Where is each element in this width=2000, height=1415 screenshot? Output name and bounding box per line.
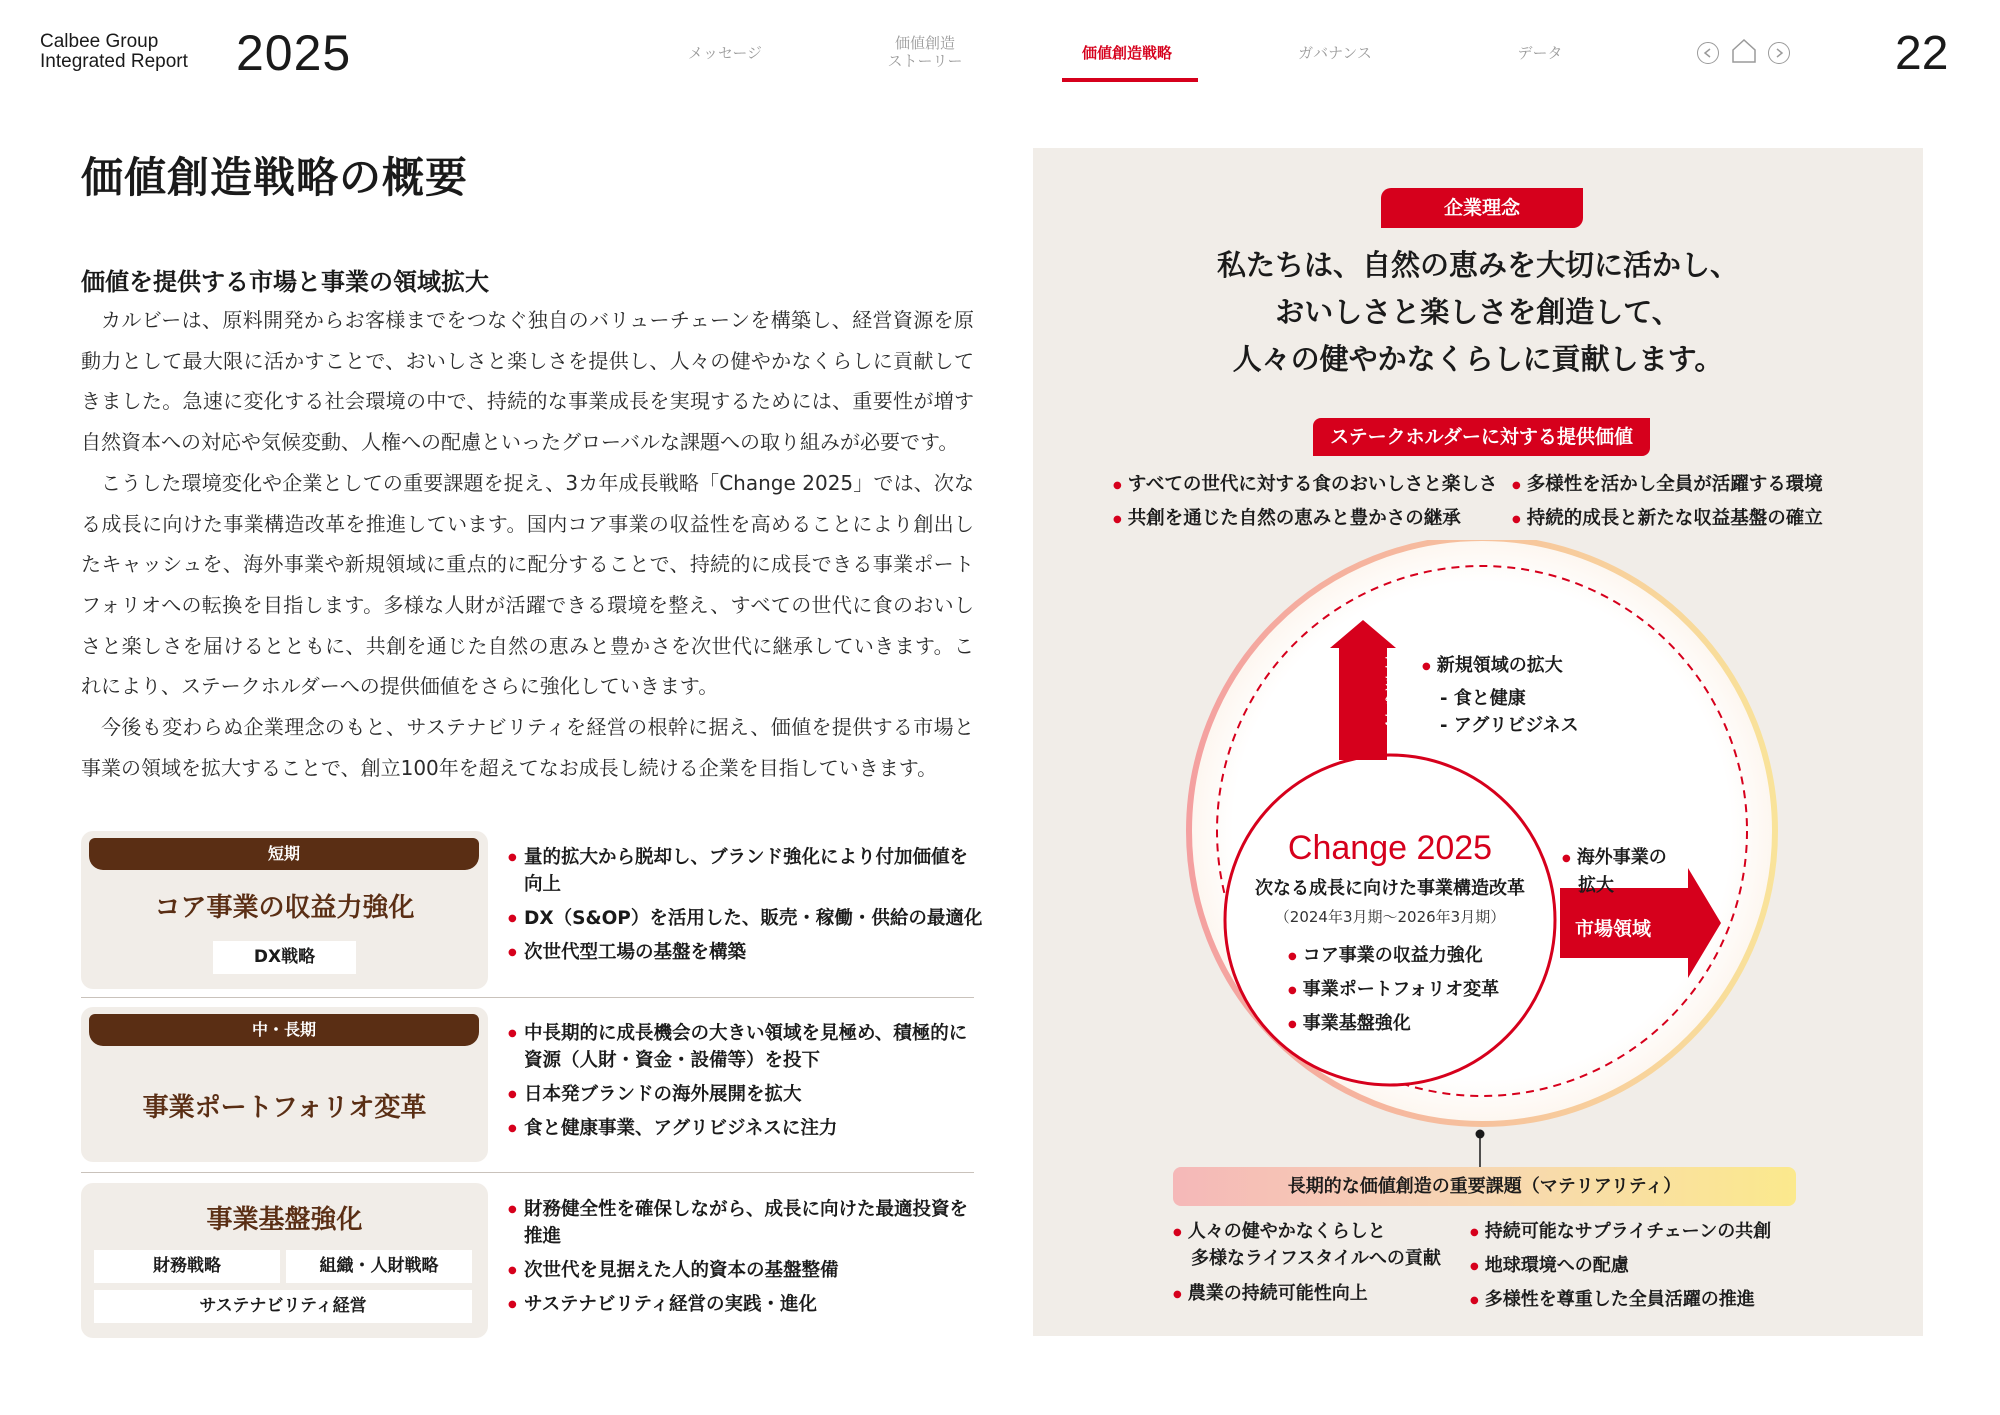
stakeholder-value: ● 持続的成長と新たな収益基盤の確立 xyxy=(1512,504,1823,530)
card-title: コア事業の収益力強化 xyxy=(154,893,415,923)
pill-organization-hr-strategy: 組織・人財戦略 xyxy=(286,1250,472,1283)
nav-tab-value-creation-story[interactable] xyxy=(860,34,990,70)
nav-tab-governance[interactable]: ガバナンス xyxy=(1298,44,1372,62)
stakeholder-value: ● 共創を通じた自然の恵みと豊かさの継承 xyxy=(1113,504,1461,530)
card-title: 事業基盤強化 xyxy=(206,1205,363,1235)
list-item: ● 量的拡大から脱却し、ブランド強化により付加価値を向上 xyxy=(508,844,983,898)
divider xyxy=(81,1172,974,1173)
brand-line2: Integrated Report xyxy=(40,51,188,72)
materiality-item: ● 持続可能なサプライチェーンの共創 xyxy=(1470,1217,1771,1243)
brand-logo[interactable] xyxy=(40,32,188,72)
market-domain-label: 市場領域 xyxy=(1575,918,1652,940)
paragraph: こうした環境変化や企業としての重要課題を捉え、3カ年成長戦略「Change 2025」では、次なる成長に向けた事業構造改革を推進しています。国内コア事業の収益性を高めることにより創出したキャッシュを、海外事業や新規領域に重点的に配分することで、持続的に成長できる事業ポートフォリオへの転換を目指します。多様な人財が活躍できる環境を整え、すべての世代に食のおいしさと楽しさを届けるとともに、共創を通じた自然の恵みと豊かさを次世代に継承していきます。これにより、ステークホルダーへの提供価値をさらに強化していきます。 xyxy=(81,470,974,699)
card-bullets xyxy=(508,844,983,973)
nav-tab-data[interactable]: データ xyxy=(1517,44,1563,62)
card-tab-short-term: 短期 xyxy=(89,838,479,870)
change-2025-title: Change 2025 xyxy=(1287,829,1493,867)
card-bullets xyxy=(508,1020,983,1149)
pill-dx-strategy: DX戦略 xyxy=(213,941,356,974)
overseas-expansion-line2: 拡大 xyxy=(1578,875,1614,896)
change-2025-subtitle: 次なる成長に向けた事業構造改革 xyxy=(1255,878,1525,899)
list-item: ● 次世代を見据えた人的資本の基盤整備 xyxy=(508,1257,983,1284)
brand-line1: Calbee Group xyxy=(40,31,159,52)
list-item: ● 次世代型工場の基盤を構築 xyxy=(508,939,983,966)
list-item: ● 日本発ブランドの海外展開を拡大 xyxy=(508,1081,983,1108)
materiality-item-cont: 多様なライフスタイルへの貢献 xyxy=(1191,1248,1441,1269)
materiality-label: 長期的な価値創造の重要課題（マテリアリティ） xyxy=(1173,1167,1796,1206)
stakeholder-value: ● 多様性を活かし全員が活躍する環境 xyxy=(1512,470,1823,496)
materiality-item: ● 農業の持続可能性向上 xyxy=(1173,1279,1368,1305)
next-arrow-icon[interactable] xyxy=(1768,42,1790,64)
change-item: ● コア事業の収益力強化 xyxy=(1288,941,1483,967)
list-item: ● 財務健全性を確保しながら、成長に向けた最適投資を推進 xyxy=(508,1196,983,1250)
card-tab-mid-long-term: 中・長期 xyxy=(89,1014,479,1046)
paragraph: カルビーは、原料開発からお客様までをつなぐ独自のバリューチェーンを構築し、経営資源を原動力として最大限に活かすことで、おいしさと楽しさを提供し、人々の健やかなくらしに貢献してきました。急速に変化する社会環境の中で、持続的な事業成長を実現するためには、重要性が増す自然資本への対応や気候変動、人権への配慮といったグローバルな課題への取り組みが必要です。 xyxy=(81,308,974,455)
list-item: ● 中長期的に成長機会の大きい領域を見極め、積極的に資源（人財・資金・設備等）を投下 xyxy=(508,1020,983,1074)
list-item: ● 食と健康事業、アグリビジネスに注力 xyxy=(508,1115,983,1142)
page-number: 22 xyxy=(1895,27,1949,80)
materiality-item: ● 多様性を尊重した全員活躍の推進 xyxy=(1470,1285,1755,1311)
change-2025-period: （2024年3月期〜2026年3月期） xyxy=(1274,908,1506,926)
change-item: ● 事業ポートフォリオ変革 xyxy=(1288,975,1499,1001)
card-title: 事業ポートフォリオ変革 xyxy=(142,1093,427,1123)
paragraph: 今後も変わらぬ企業理念のもと、サステナビリティを経営の根幹に据え、価値を提供する市場と事業の領域を拡大することで、創立100年を超えてなお成長し続ける企業を目指していきます。 xyxy=(81,715,974,780)
materiality-item: ● 人々の健やかなくらしと xyxy=(1173,1217,1386,1243)
new-domain-title: ● 新規領域の拡大 xyxy=(1422,651,1563,677)
active-tab-underline xyxy=(1062,78,1198,82)
philosophy-label: 企業理念 xyxy=(1381,188,1583,228)
philosophy-line: おいしさと楽しさを創造して、 xyxy=(1275,295,1681,329)
page-title: 価値創造戦略の概要 xyxy=(81,153,469,202)
home-icon[interactable] xyxy=(1731,38,1757,68)
nav-tab-message[interactable]: メッセージ xyxy=(687,44,763,62)
new-domain-item: - アグリビジネス xyxy=(1440,715,1579,736)
section-heading: 価値を提供する市場と事業の領域拡大 xyxy=(81,268,489,296)
materiality-item: ● 地球環境への配慮 xyxy=(1470,1251,1629,1277)
prev-arrow-icon[interactable] xyxy=(1697,42,1719,64)
brand-year: 2025 xyxy=(236,25,352,81)
change-item: ● 事業基盤強化 xyxy=(1288,1009,1411,1035)
divider xyxy=(81,997,974,998)
stakeholder-value-label: ステークホルダーに対する提供価値 xyxy=(1313,418,1650,456)
card-bullets xyxy=(508,1196,983,1325)
philosophy-line: 人々の健やかなくらしに貢献します。 xyxy=(1232,342,1724,376)
overseas-expansion-line1: ● 海外事業の xyxy=(1562,843,1667,869)
business-domain-label: 事業領域 xyxy=(1382,655,1403,727)
connector-dot xyxy=(1476,1130,1485,1139)
pill-sustainability-management: サステナビリティ経営 xyxy=(94,1290,472,1323)
pill-financial-strategy: 財務戦略 xyxy=(94,1250,280,1283)
nav-tab-label: 価値創造 ストーリー xyxy=(887,34,963,70)
stakeholder-value: ● すべての世代に対する食のおいしさと楽しさ xyxy=(1113,470,1497,496)
nav-tab-value-creation-strategy[interactable]: 価値創造戦略 xyxy=(1081,44,1172,62)
body-text xyxy=(81,300,974,788)
list-item: ● サステナビリティ経営の実践・進化 xyxy=(508,1291,983,1318)
corporate-philosophy xyxy=(1033,242,1923,383)
list-item: ● DX（S&OP）を活用した、販売・稼働・供給の最適化 xyxy=(508,905,983,932)
new-domain-item: - 食と健康 xyxy=(1440,688,1526,709)
philosophy-line: 私たちは、自然の恵みを大切に活かし、 xyxy=(1216,248,1739,282)
